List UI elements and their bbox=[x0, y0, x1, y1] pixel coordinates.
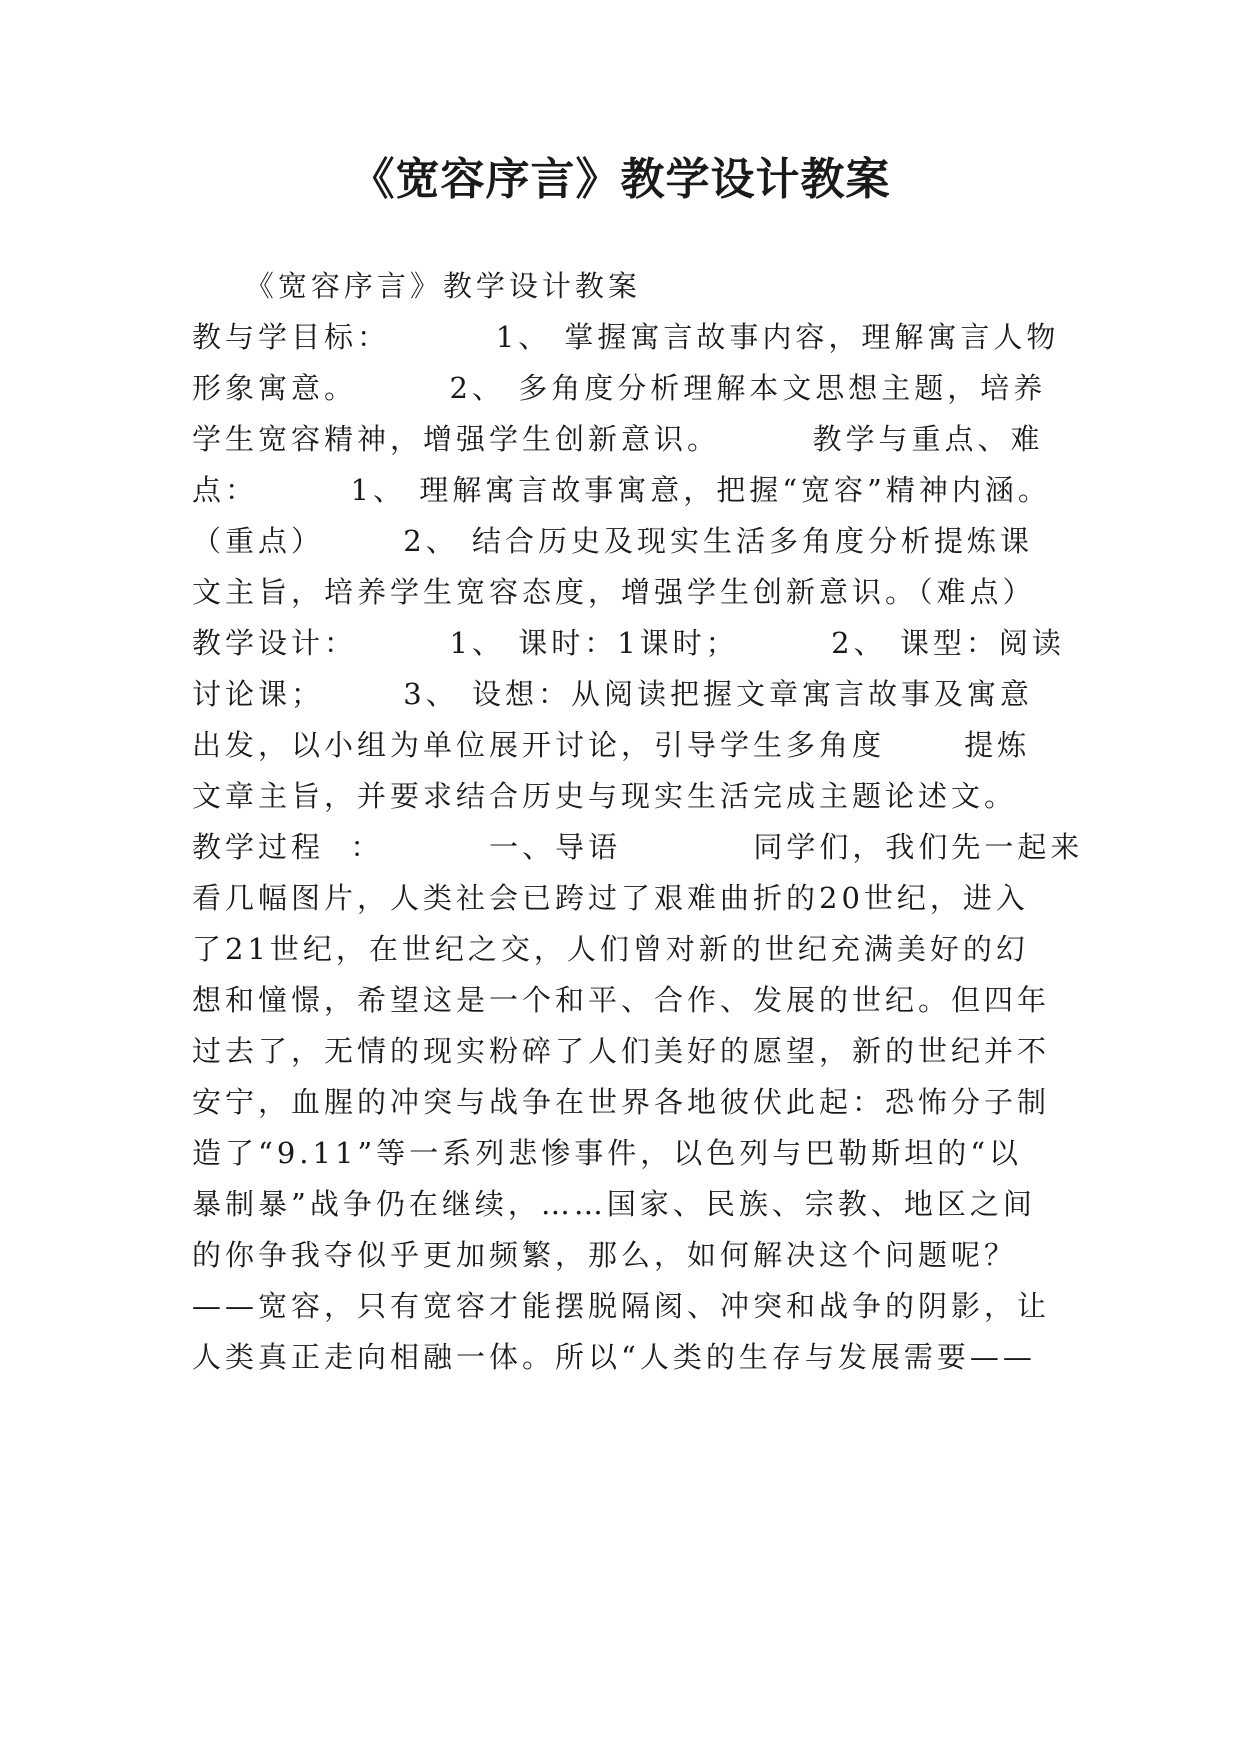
body-line-21: ——宽容，只有宽容才能摆脱隔阂、冲突和战争的阴影，让 bbox=[192, 1289, 1051, 1323]
body-line-14: 了21世纪，在世纪之交，人们曾对新的世纪充满美好的幻 bbox=[192, 932, 1029, 966]
body-line-8: 教学设计： 1、 课时：1课时； 2、 课型：阅读 bbox=[192, 626, 1065, 660]
body-line-18: 造了“9.11”等一系列悲惨事件，以色列与巴勒斯坦的“以 bbox=[192, 1136, 1023, 1170]
body-line-19: 暴制暴”战争仍在继续，……国家、民族、宗教、地区之间 bbox=[192, 1187, 1036, 1221]
body-line-16: 过去了，无情的现实粉碎了人们美好的愿望，新的世纪并不 bbox=[192, 1034, 1051, 1068]
body-line-22: 人类真正走向相融一体。所以“人类的生存与发展需要—— bbox=[192, 1340, 1036, 1374]
body-line-13: 看几幅图片，人类社会已跨过了艰难曲折的20世纪，进入 bbox=[192, 881, 1029, 915]
body-line-4: 学生宽容精神，增强学生创新意识。 教学与重点、难 bbox=[192, 422, 1044, 456]
body-line-12: 教学过程 ： 一、导语 同学们，我们先一起来 bbox=[192, 830, 1084, 864]
body-line-15: 想和憧憬，希望这是一个和平、合作、发展的世纪。但四年 bbox=[192, 983, 1051, 1017]
body-line-3: 形象寓意。 2、 多角度分析理解本文思想主题，培养 bbox=[192, 371, 1047, 405]
body-line-6: （重点） 2、 结合历史及现实生活多角度分析提炼课 bbox=[192, 524, 1033, 558]
body-line-7: 文主旨，培养学生宽容态度，增强学生创新意识。（难点） bbox=[192, 575, 1036, 609]
document-title: 《宽容序言》教学设计教案 bbox=[350, 154, 891, 205]
body-line-5: 点： 1、 理解寓言故事寓意，把握“宽容”精神内涵。 bbox=[192, 473, 1051, 507]
body-line-20: 的你争我夺似乎更加频繁，那么，如何解决这个问题呢？ bbox=[192, 1238, 1018, 1272]
body-line-9: 讨论课； 3、 设想：从阅读把握文章寓言故事及寓意 bbox=[192, 677, 1033, 711]
body-line-2: 教与学目标： 1、 掌握寓言故事内容，理解寓言人物 bbox=[192, 320, 1060, 354]
body-line-10: 出发，以小组为单位展开讨论，引导学生多角度 提炼 bbox=[192, 728, 1031, 762]
body-line-17: 安宁，血腥的冲突与战争在世界各地彼伏此起：恐怖分子制 bbox=[192, 1085, 1051, 1119]
body-line-11: 文章主旨，并要求结合历史与现实生活完成主题论述文。 bbox=[192, 779, 1018, 813]
body-line-1: 《宽容序言》教学设计教案 bbox=[192, 269, 641, 303]
